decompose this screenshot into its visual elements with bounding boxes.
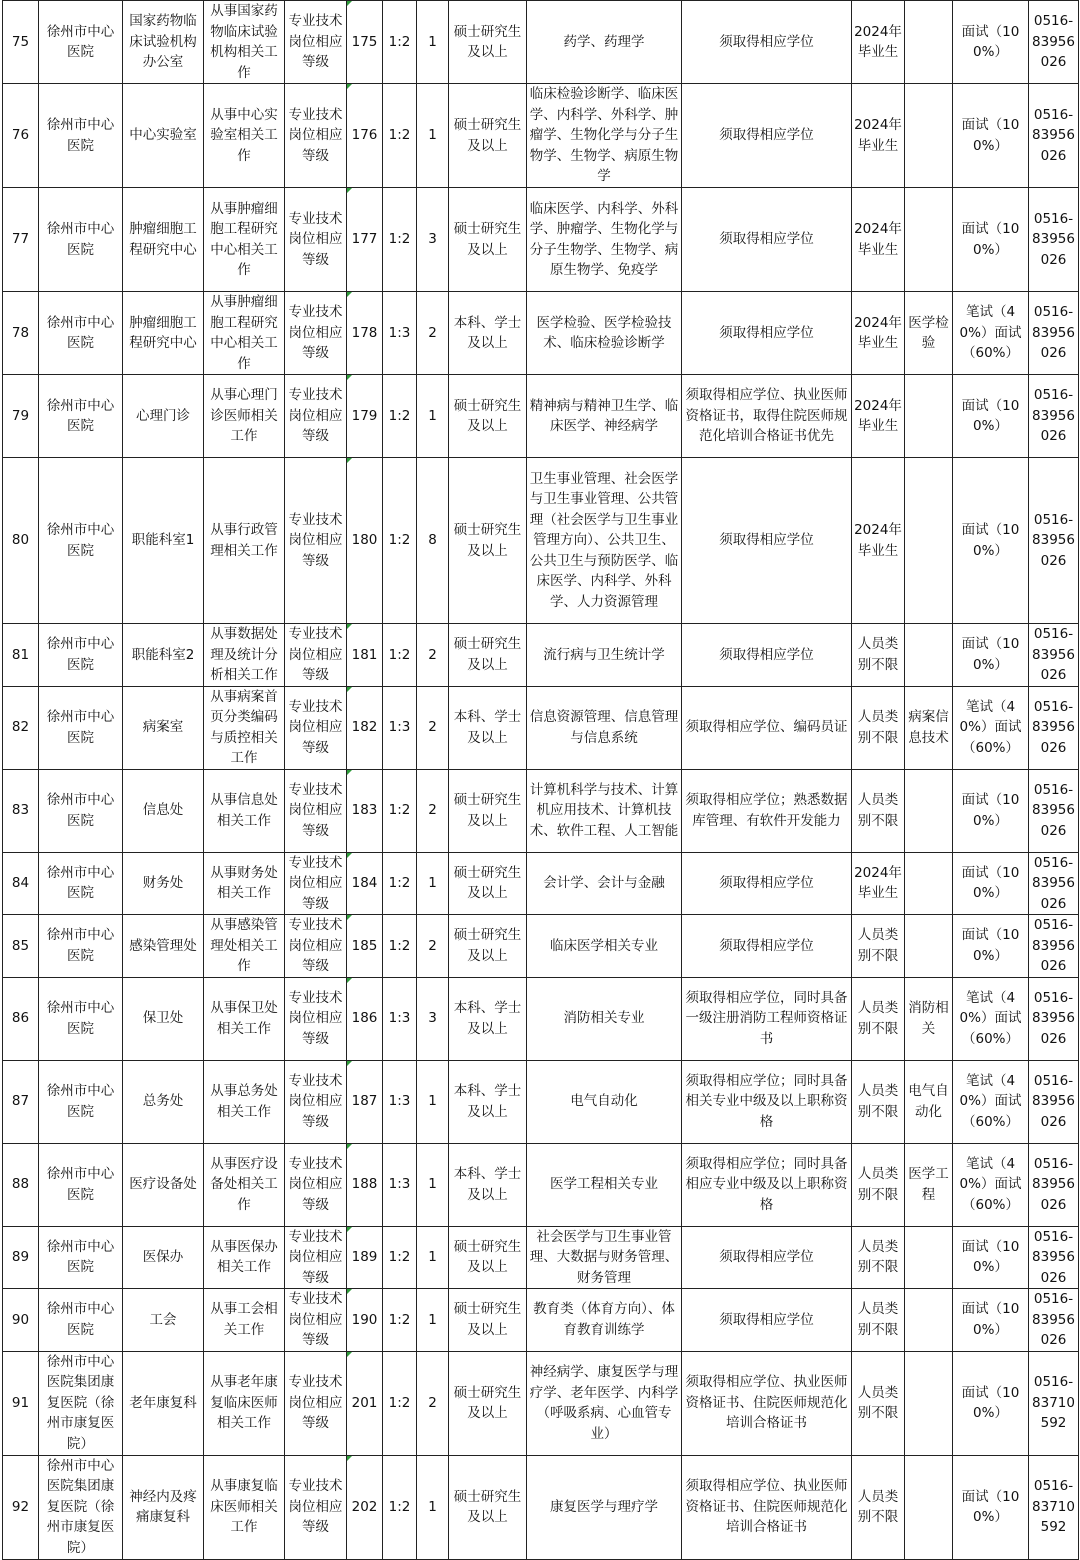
- major-cell: 临床医学、内科学、外科学、肿瘤学、生物化学与分子生物学、生物学、病原生物学、免疫学: [527, 188, 682, 292]
- row-number-cell: 80: [3, 458, 39, 624]
- major-cell: 计算机科学与技术、计算机应用技术、计算机技术、软件工程、人工智能: [527, 769, 682, 852]
- major-cell: 临床检验诊断学、临床医学、内科学、外科学、肿瘤学、生物化学与分子生物学、生物学、病原生物学: [527, 84, 682, 188]
- requirements-cell: 须取得相应学位；同时具备相关专业中级及以上职称资格: [682, 1060, 852, 1143]
- major-cell: 精神病与精神卫生学、临床医学、神经病学: [527, 375, 682, 458]
- hire-count-cell: 3: [417, 188, 449, 292]
- exam-subject-cell: [905, 1226, 953, 1289]
- employer-cell: 徐州市中心医院: [39, 1143, 123, 1226]
- exam-ratio-cell: 1:2: [383, 1289, 417, 1352]
- post-code-cell: 176: [347, 84, 383, 188]
- exam-subject-cell: [905, 188, 953, 292]
- table-row: [3, 1, 1079, 84]
- exam-method-cell: 面试（100%）: [953, 915, 1029, 978]
- requirements-cell: 须取得相应学位: [682, 915, 852, 978]
- education-cell: 硕士研究生及以上: [449, 1289, 527, 1352]
- duty-cell: 从事工会相关工作: [204, 1289, 285, 1352]
- candidate-category-cell: 2024年毕业生: [852, 188, 905, 292]
- requirements-cell: 须取得相应学位、执业医师资格证书、住院医师规范化培训合格证书: [682, 1455, 852, 1559]
- duty-cell: 从事感染管理处相关工作: [204, 915, 285, 978]
- post-code-cell: 202: [347, 1455, 383, 1559]
- education-cell: 本科、学士及以上: [449, 977, 527, 1060]
- department-cell: 肿瘤细胞工程研究中心: [123, 188, 204, 292]
- major-cell: 流行病与卫生统计学: [527, 624, 682, 687]
- requirements-cell: 须取得相应学位: [682, 188, 852, 292]
- exam-subject-cell: [905, 1, 953, 84]
- row-number-cell: 82: [3, 686, 39, 769]
- exam-method-cell: 面试（100%）: [953, 188, 1029, 292]
- candidate-category-cell: 人员类别不限: [852, 1455, 905, 1559]
- exam-method-cell: 面试（100%）: [953, 769, 1029, 852]
- table-row: [3, 292, 1079, 375]
- hire-count-cell: 2: [417, 624, 449, 687]
- exam-method-cell: 面试（100%）: [953, 1226, 1029, 1289]
- contact-phone-cell: 0516-83956026: [1029, 624, 1079, 687]
- post-level-cell: 专业技术岗位相应等级: [285, 915, 347, 978]
- candidate-category-cell: 人员类别不限: [852, 769, 905, 852]
- duty-cell: 从事老年康复临床医师相关工作: [204, 1351, 285, 1455]
- table-row: [3, 84, 1079, 188]
- table-body: [3, 1, 1079, 1560]
- requirements-cell: 须取得相应学位: [682, 624, 852, 687]
- row-number-cell: 81: [3, 624, 39, 687]
- hire-count-cell: 1: [417, 1289, 449, 1352]
- department-cell: 中心实验室: [123, 84, 204, 188]
- department-cell: 病案室: [123, 686, 204, 769]
- contact-phone-cell: 0516-83956026: [1029, 188, 1079, 292]
- education-cell: 硕士研究生及以上: [449, 769, 527, 852]
- post-code-cell: 185: [347, 915, 383, 978]
- hire-count-cell: 1: [417, 1226, 449, 1289]
- exam-subject-cell: [905, 1351, 953, 1455]
- education-cell: 硕士研究生及以上: [449, 1, 527, 84]
- duty-cell: 从事康复临床医师相关工作: [204, 1455, 285, 1559]
- post-code-cell: 187: [347, 1060, 383, 1143]
- education-cell: 本科、学士及以上: [449, 292, 527, 375]
- candidate-category-cell: 2024年毕业生: [852, 458, 905, 624]
- duty-cell: 从事总务处相关工作: [204, 1060, 285, 1143]
- duty-cell: 从事信息处相关工作: [204, 769, 285, 852]
- hire-count-cell: 1: [417, 375, 449, 458]
- employer-cell: 徐州市中心医院: [39, 375, 123, 458]
- table-row: [3, 1060, 1079, 1143]
- exam-method-cell: 面试（100%）: [953, 624, 1029, 687]
- duty-cell: 从事肿瘤细胞工程研究中心相关工作: [204, 292, 285, 375]
- post-code-cell: 189: [347, 1226, 383, 1289]
- contact-phone-cell: 0516-83956026: [1029, 1, 1079, 84]
- major-cell: 卫生事业管理、社会医学与卫生事业管理、公共管理（社会医学与卫生事业管理方向）、公共卫生、公共卫生与预防医学、临床医学、内科学、外科学、人力资源管理: [527, 458, 682, 624]
- exam-ratio-cell: 1:2: [383, 769, 417, 852]
- row-number-cell: 89: [3, 1226, 39, 1289]
- requirements-cell: 须取得相应学位: [682, 1, 852, 84]
- major-cell: 医学工程相关专业: [527, 1143, 682, 1226]
- department-cell: 财务处: [123, 852, 204, 915]
- education-cell: 硕士研究生及以上: [449, 915, 527, 978]
- exam-ratio-cell: 1:2: [383, 915, 417, 978]
- row-number-cell: 77: [3, 188, 39, 292]
- candidate-category-cell: 2024年毕业生: [852, 84, 905, 188]
- major-cell: 医学检验、医学检验技术、临床检验诊断学: [527, 292, 682, 375]
- exam-ratio-cell: 1:2: [383, 1, 417, 84]
- exam-subject-cell: [905, 769, 953, 852]
- hire-count-cell: 2: [417, 1351, 449, 1455]
- exam-ratio-cell: 1:3: [383, 977, 417, 1060]
- exam-ratio-cell: 1:3: [383, 1060, 417, 1143]
- post-code-cell: 178: [347, 292, 383, 375]
- row-number-cell: 85: [3, 915, 39, 978]
- exam-method-cell: 笔试（40%）面试（60%）: [953, 1143, 1029, 1226]
- post-level-cell: 专业技术岗位相应等级: [285, 1143, 347, 1226]
- hire-count-cell: 2: [417, 292, 449, 375]
- hire-count-cell: 1: [417, 1143, 449, 1226]
- exam-subject-cell: [905, 1289, 953, 1352]
- hire-count-cell: 8: [417, 458, 449, 624]
- post-level-cell: 专业技术岗位相应等级: [285, 84, 347, 188]
- post-code-cell: 188: [347, 1143, 383, 1226]
- post-code-cell: 182: [347, 686, 383, 769]
- requirements-cell: 须取得相应学位、编码员证: [682, 686, 852, 769]
- requirements-cell: 须取得相应学位: [682, 292, 852, 375]
- row-number-cell: 78: [3, 292, 39, 375]
- post-level-cell: 专业技术岗位相应等级: [285, 1455, 347, 1559]
- post-code-cell: 175: [347, 1, 383, 84]
- contact-phone-cell: 0516-83956026: [1029, 915, 1079, 978]
- exam-ratio-cell: 1:2: [383, 84, 417, 188]
- department-cell: 职能科室2: [123, 624, 204, 687]
- education-cell: 本科、学士及以上: [449, 686, 527, 769]
- department-cell: 医疗设备处: [123, 1143, 204, 1226]
- candidate-category-cell: 人员类别不限: [852, 686, 905, 769]
- row-number-cell: 84: [3, 852, 39, 915]
- post-level-cell: 专业技术岗位相应等级: [285, 1289, 347, 1352]
- requirements-cell: 须取得相应学位: [682, 1289, 852, 1352]
- contact-phone-cell: 0516-83956026: [1029, 686, 1079, 769]
- candidate-category-cell: 2024年毕业生: [852, 852, 905, 915]
- row-number-cell: 91: [3, 1351, 39, 1455]
- major-cell: 临床医学相关专业: [527, 915, 682, 978]
- exam-ratio-cell: 1:2: [383, 1351, 417, 1455]
- hire-count-cell: 3: [417, 977, 449, 1060]
- exam-subject-cell: [905, 624, 953, 687]
- hire-count-cell: 1: [417, 84, 449, 188]
- employer-cell: 徐州市中心医院: [39, 915, 123, 978]
- row-number-cell: 88: [3, 1143, 39, 1226]
- requirements-cell: 须取得相应学位，同时具备一级注册消防工程师资格证书: [682, 977, 852, 1060]
- post-code-cell: 201: [347, 1351, 383, 1455]
- row-number-cell: 92: [3, 1455, 39, 1559]
- candidate-category-cell: 人员类别不限: [852, 1351, 905, 1455]
- exam-ratio-cell: 1:3: [383, 292, 417, 375]
- department-cell: 神经内及疼痛康复科: [123, 1455, 204, 1559]
- exam-ratio-cell: 1:3: [383, 1143, 417, 1226]
- major-cell: 信息资源管理、信息管理与信息系统: [527, 686, 682, 769]
- contact-phone-cell: 0516-83956026: [1029, 1143, 1079, 1226]
- employer-cell: 徐州市中心医院: [39, 686, 123, 769]
- post-level-cell: 专业技术岗位相应等级: [285, 624, 347, 687]
- exam-subject-cell: [905, 375, 953, 458]
- duty-cell: 从事国家药物临床试验机构相关工作: [204, 1, 285, 84]
- exam-method-cell: 面试（100%）: [953, 1351, 1029, 1455]
- hire-count-cell: 1: [417, 852, 449, 915]
- contact-phone-cell: 0516-83956026: [1029, 1226, 1079, 1289]
- education-cell: 硕士研究生及以上: [449, 624, 527, 687]
- education-cell: 硕士研究生及以上: [449, 375, 527, 458]
- major-cell: 教育类（体育方向）、体育教育训练学: [527, 1289, 682, 1352]
- contact-phone-cell: 0516-83956026: [1029, 1060, 1079, 1143]
- duty-cell: 从事财务处相关工作: [204, 852, 285, 915]
- exam-ratio-cell: 1:2: [383, 624, 417, 687]
- table-row: [3, 1226, 1079, 1289]
- major-cell: 药学、药理学: [527, 1, 682, 84]
- duty-cell: 从事医疗设备处相关工作: [204, 1143, 285, 1226]
- exam-subject-cell: [905, 458, 953, 624]
- table-row: [3, 1143, 1079, 1226]
- exam-ratio-cell: 1:2: [383, 188, 417, 292]
- exam-subject-cell: [905, 1455, 953, 1559]
- row-number-cell: 75: [3, 1, 39, 84]
- exam-ratio-cell: 1:3: [383, 686, 417, 769]
- education-cell: 硕士研究生及以上: [449, 1226, 527, 1289]
- post-level-cell: 专业技术岗位相应等级: [285, 1226, 347, 1289]
- candidate-category-cell: 人员类别不限: [852, 915, 905, 978]
- contact-phone-cell: 0516-83956026: [1029, 292, 1079, 375]
- exam-subject-cell: [905, 852, 953, 915]
- table-row: [3, 852, 1079, 915]
- employer-cell: 徐州市中心医院: [39, 292, 123, 375]
- post-level-cell: 专业技术岗位相应等级: [285, 458, 347, 624]
- employer-cell: 徐州市中心医院: [39, 84, 123, 188]
- exam-subject-cell: [905, 84, 953, 188]
- table-row: [3, 769, 1079, 852]
- contact-phone-cell: 0516-83956026: [1029, 769, 1079, 852]
- contact-phone-cell: 0516-83956026: [1029, 375, 1079, 458]
- exam-method-cell: 面试（100%）: [953, 458, 1029, 624]
- table-row: [3, 1289, 1079, 1352]
- candidate-category-cell: 人员类别不限: [852, 1060, 905, 1143]
- post-code-cell: 177: [347, 188, 383, 292]
- post-code-cell: 181: [347, 624, 383, 687]
- education-cell: 硕士研究生及以上: [449, 1351, 527, 1455]
- contact-phone-cell: 0516-83710592: [1029, 1455, 1079, 1559]
- requirements-cell: 须取得相应学位: [682, 1226, 852, 1289]
- exam-method-cell: 面试（100%）: [953, 84, 1029, 188]
- education-cell: 硕士研究生及以上: [449, 458, 527, 624]
- department-cell: 感染管理处: [123, 915, 204, 978]
- row-number-cell: 83: [3, 769, 39, 852]
- post-code-cell: 180: [347, 458, 383, 624]
- employer-cell: 徐州市中心医院: [39, 1060, 123, 1143]
- exam-subject-cell: 消防相关: [905, 977, 953, 1060]
- post-code-cell: 179: [347, 375, 383, 458]
- education-cell: 硕士研究生及以上: [449, 188, 527, 292]
- post-level-cell: 专业技术岗位相应等级: [285, 1060, 347, 1143]
- row-number-cell: 90: [3, 1289, 39, 1352]
- exam-subject-cell: 病案信息技术: [905, 686, 953, 769]
- contact-phone-cell: 0516-83956026: [1029, 852, 1079, 915]
- duty-cell: 从事心理门诊医师相关工作: [204, 375, 285, 458]
- hire-count-cell: 1: [417, 1455, 449, 1559]
- exam-method-cell: 面试（100%）: [953, 375, 1029, 458]
- post-level-cell: 专业技术岗位相应等级: [285, 769, 347, 852]
- exam-ratio-cell: 1:2: [383, 1455, 417, 1559]
- duty-cell: 从事肿瘤细胞工程研究中心相关工作: [204, 188, 285, 292]
- department-cell: 心理门诊: [123, 375, 204, 458]
- exam-ratio-cell: 1:2: [383, 1226, 417, 1289]
- candidate-category-cell: 人员类别不限: [852, 1143, 905, 1226]
- department-cell: 信息处: [123, 769, 204, 852]
- duty-cell: 从事中心实验室相关工作: [204, 84, 285, 188]
- requirements-cell: 须取得相应学位、执业医师资格证书，取得住院医师规范化培训合格证书优先: [682, 375, 852, 458]
- major-cell: 会计学、会计与金融: [527, 852, 682, 915]
- employer-cell: 徐州市中心医院: [39, 852, 123, 915]
- hire-count-cell: 1: [417, 1060, 449, 1143]
- table-row: [3, 1455, 1079, 1559]
- post-level-cell: 专业技术岗位相应等级: [285, 977, 347, 1060]
- post-code-cell: 186: [347, 977, 383, 1060]
- duty-cell: 从事行政管理相关工作: [204, 458, 285, 624]
- department-cell: 职能科室1: [123, 458, 204, 624]
- table-row: [3, 977, 1079, 1060]
- exam-subject-cell: 医学工程: [905, 1143, 953, 1226]
- row-number-cell: 86: [3, 977, 39, 1060]
- requirements-cell: 须取得相应学位: [682, 84, 852, 188]
- exam-subject-cell: 电气自动化: [905, 1060, 953, 1143]
- employer-cell: 徐州市中心医院集团康复医院（徐州市康复医院）: [39, 1351, 123, 1455]
- table-row: [3, 375, 1079, 458]
- contact-phone-cell: 0516-83956026: [1029, 1289, 1079, 1352]
- requirements-cell: 须取得相应学位: [682, 458, 852, 624]
- employer-cell: 徐州市中心医院: [39, 188, 123, 292]
- post-code-cell: 190: [347, 1289, 383, 1352]
- major-cell: 神经病学、康复医学与理疗学、老年医学、内科学（呼吸系病、心血管专业）: [527, 1351, 682, 1455]
- exam-ratio-cell: 1:2: [383, 852, 417, 915]
- candidate-category-cell: 2024年毕业生: [852, 1, 905, 84]
- exam-method-cell: 笔试（40%）面试（60%）: [953, 292, 1029, 375]
- row-number-cell: 76: [3, 84, 39, 188]
- recruitment-table: [2, 0, 1079, 1560]
- employer-cell: 徐州市中心医院: [39, 458, 123, 624]
- department-cell: 老年康复科: [123, 1351, 204, 1455]
- candidate-category-cell: 人员类别不限: [852, 1289, 905, 1352]
- contact-phone-cell: 0516-83956026: [1029, 458, 1079, 624]
- exam-subject-cell: 医学检验: [905, 292, 953, 375]
- exam-method-cell: 笔试（40%）面试（60%）: [953, 977, 1029, 1060]
- post-level-cell: 专业技术岗位相应等级: [285, 1351, 347, 1455]
- candidate-category-cell: 2024年毕业生: [852, 375, 905, 458]
- requirements-cell: 须取得相应学位、执业医师资格证书、住院医师规范化培训合格证书: [682, 1351, 852, 1455]
- hire-count-cell: 2: [417, 686, 449, 769]
- table-row: [3, 458, 1079, 624]
- contact-phone-cell: 0516-83710592: [1029, 1351, 1079, 1455]
- employer-cell: 徐州市中心医院: [39, 769, 123, 852]
- post-level-cell: 专业技术岗位相应等级: [285, 292, 347, 375]
- requirements-cell: 须取得相应学位；同时具备相应专业中级及以上职称资格: [682, 1143, 852, 1226]
- exam-method-cell: 面试（100%）: [953, 1289, 1029, 1352]
- requirements-cell: 须取得相应学位: [682, 852, 852, 915]
- contact-phone-cell: 0516-83956026: [1029, 977, 1079, 1060]
- post-code-cell: 183: [347, 769, 383, 852]
- duty-cell: 从事数据处理及统计分析相关工作: [204, 624, 285, 687]
- major-cell: 电气自动化: [527, 1060, 682, 1143]
- exam-method-cell: 笔试（40%）面试（60%）: [953, 686, 1029, 769]
- major-cell: 康复医学与理疗学: [527, 1455, 682, 1559]
- hire-count-cell: 2: [417, 915, 449, 978]
- exam-method-cell: 笔试（40%）面试（60%）: [953, 1060, 1029, 1143]
- hire-count-cell: 2: [417, 769, 449, 852]
- exam-method-cell: 面试（100%）: [953, 1, 1029, 84]
- exam-subject-cell: [905, 915, 953, 978]
- major-cell: 社会医学与卫生事业管理、大数据与财务管理、财务管理: [527, 1226, 682, 1289]
- row-number-cell: 87: [3, 1060, 39, 1143]
- duty-cell: 从事病案首页分类编码与质控相关工作: [204, 686, 285, 769]
- department-cell: 总务处: [123, 1060, 204, 1143]
- post-level-cell: 专业技术岗位相应等级: [285, 375, 347, 458]
- exam-method-cell: 面试（100%）: [953, 852, 1029, 915]
- exam-method-cell: 面试（100%）: [953, 1455, 1029, 1559]
- education-cell: 硕士研究生及以上: [449, 84, 527, 188]
- employer-cell: 徐州市中心医院: [39, 977, 123, 1060]
- employer-cell: 徐州市中心医院: [39, 624, 123, 687]
- department-cell: 保卫处: [123, 977, 204, 1060]
- duty-cell: 从事医保办相关工作: [204, 1226, 285, 1289]
- department-cell: 医保办: [123, 1226, 204, 1289]
- table-row: [3, 915, 1079, 978]
- education-cell: 本科、学士及以上: [449, 1143, 527, 1226]
- candidate-category-cell: 2024年毕业生: [852, 292, 905, 375]
- employer-cell: 徐州市中心医院: [39, 1226, 123, 1289]
- employer-cell: 徐州市中心医院: [39, 1289, 123, 1352]
- exam-ratio-cell: 1:2: [383, 458, 417, 624]
- department-cell: 工会: [123, 1289, 204, 1352]
- duty-cell: 从事保卫处相关工作: [204, 977, 285, 1060]
- post-level-cell: 专业技术岗位相应等级: [285, 1, 347, 84]
- candidate-category-cell: 人员类别不限: [852, 624, 905, 687]
- contact-phone-cell: 0516-83956026: [1029, 84, 1079, 188]
- post-level-cell: 专业技术岗位相应等级: [285, 852, 347, 915]
- requirements-cell: 须取得相应学位；熟悉数据库管理、有软件开发能力: [682, 769, 852, 852]
- post-level-cell: 专业技术岗位相应等级: [285, 188, 347, 292]
- table-row: [3, 686, 1079, 769]
- education-cell: 本科、学士及以上: [449, 1060, 527, 1143]
- hire-count-cell: 1: [417, 1, 449, 84]
- table-row: [3, 188, 1079, 292]
- table-row: [3, 624, 1079, 687]
- education-cell: 硕士研究生及以上: [449, 852, 527, 915]
- candidate-category-cell: 人员类别不限: [852, 1226, 905, 1289]
- candidate-category-cell: 人员类别不限: [852, 977, 905, 1060]
- department-cell: 肿瘤细胞工程研究中心: [123, 292, 204, 375]
- table-row: [3, 1351, 1079, 1455]
- employer-cell: 徐州市中心医院: [39, 1, 123, 84]
- employer-cell: 徐州市中心医院集团康复医院（徐州市康复医院）: [39, 1455, 123, 1559]
- education-cell: 硕士研究生及以上: [449, 1455, 527, 1559]
- department-cell: 国家药物临床试验机构办公室: [123, 1, 204, 84]
- exam-ratio-cell: 1:2: [383, 375, 417, 458]
- row-number-cell: 79: [3, 375, 39, 458]
- post-code-cell: 184: [347, 852, 383, 915]
- major-cell: 消防相关专业: [527, 977, 682, 1060]
- post-level-cell: 专业技术岗位相应等级: [285, 686, 347, 769]
